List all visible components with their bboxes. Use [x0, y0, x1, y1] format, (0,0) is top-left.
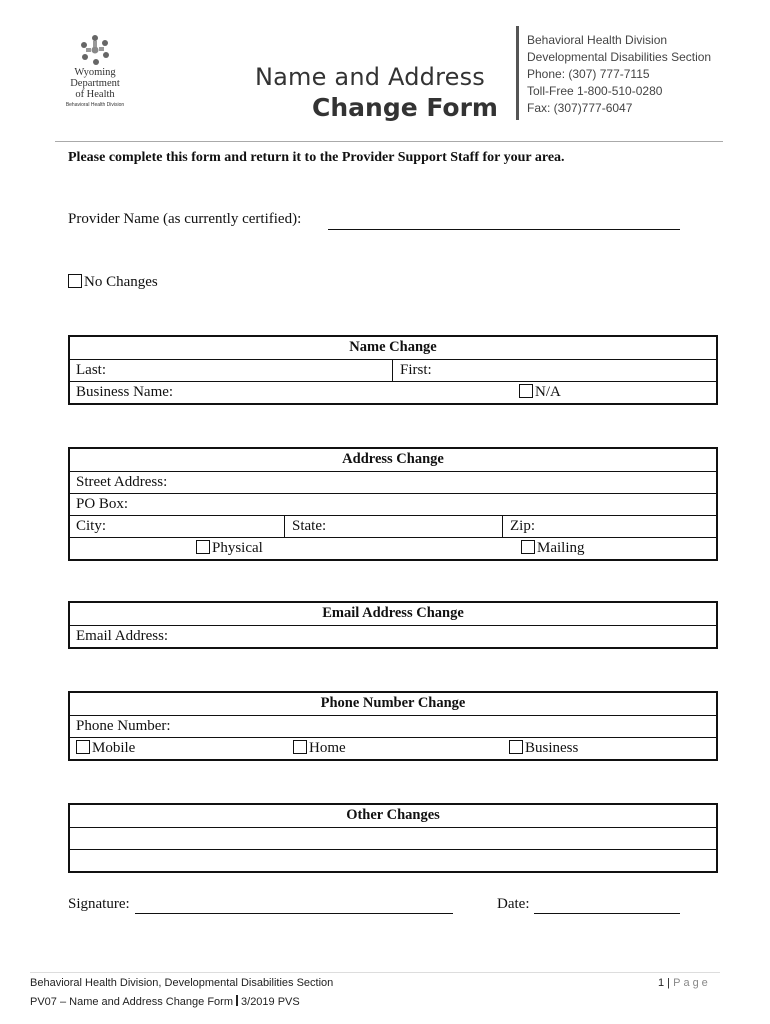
email-change-heading: Email Address Change: [322, 605, 464, 621]
header-rule: [55, 141, 723, 142]
business-row: [70, 381, 716, 403]
date-label: Date:: [497, 896, 530, 912]
mailing-label: Mailing: [537, 540, 585, 556]
city-field[interactable]: [70, 516, 106, 537]
phone-type-row: [70, 737, 716, 759]
logo-line-1: Wyoming: [74, 67, 116, 78]
physical-checkbox[interactable]: [196, 540, 210, 554]
contact-block: [527, 32, 711, 117]
address-change-heading: Address Change: [342, 451, 444, 467]
other-changes-table: [68, 803, 718, 873]
cell-divider: [392, 360, 393, 381]
business-name-field[interactable]: [70, 382, 173, 403]
contact-phone: Phone: (307) 777-7115: [527, 67, 650, 81]
mobile-label: Mobile: [92, 740, 136, 756]
email-address-field[interactable]: [70, 626, 168, 647]
po-box-label: PO Box:: [76, 496, 129, 512]
other-changes-heading: Other Changes: [346, 807, 440, 823]
last-name-field[interactable]: [70, 360, 392, 381]
physical-option: [190, 538, 263, 559]
street-address-label: Street Address:: [76, 474, 168, 490]
address-change-table: [68, 447, 718, 561]
zip-field[interactable]: [504, 516, 535, 537]
logo-subtitle: Behavioral Health Division: [65, 102, 125, 108]
business-na-label: N/A: [535, 384, 561, 400]
no-changes-label: No Changes: [84, 274, 158, 290]
first-name-field[interactable]: [394, 360, 432, 381]
phone-change-table: [68, 691, 718, 761]
business-phone-checkbox[interactable]: [509, 740, 523, 754]
home-label: Home: [309, 740, 346, 756]
name-change-heading: Name Change: [349, 339, 437, 355]
wdh-emblem-icon: [77, 33, 113, 67]
contact-tollfree: Toll-Free 1-800-510-0280: [527, 84, 663, 98]
footer-line-1: Behavioral Health Division, Developmental Disabilities Section: [30, 977, 334, 989]
home-checkbox[interactable]: [293, 740, 307, 754]
email-row: [70, 625, 716, 647]
mobile-option: [70, 738, 135, 759]
city-state-zip-row: [70, 515, 716, 537]
phone-row: [70, 715, 716, 737]
provider-name-label: Provider Name (as currently certified):: [68, 211, 302, 227]
footer-line-2: [30, 995, 300, 1008]
street-row: [70, 471, 716, 493]
contact-fax: Fax: (307)777-6047: [527, 101, 633, 115]
email-address-label: Email Address:: [76, 628, 169, 644]
business-phone-option: [503, 738, 578, 759]
state-label: State:: [292, 518, 327, 534]
form-title-line2: Change Form: [312, 93, 498, 122]
business-phone-label: Business: [525, 740, 579, 756]
phone-change-heading: Phone Number Change: [320, 695, 466, 711]
no-changes-option: [68, 274, 158, 291]
footer-separator: [236, 995, 238, 1006]
provider-name-field[interactable]: [328, 229, 680, 230]
cell-divider: [284, 516, 285, 537]
form-title-line1: Name and Address: [255, 63, 485, 91]
signature-label: Signature:: [68, 896, 130, 912]
intro-text: Please complete this form and return it to the Provider Support Staff for your area.: [68, 150, 565, 165]
footer-revision: 3/2019 PVS: [241, 996, 300, 1008]
email-change-table: [68, 601, 718, 649]
other-changes-row-2[interactable]: [70, 849, 716, 871]
business-name-label: Business Name:: [76, 384, 174, 400]
phone-number-field[interactable]: [70, 716, 171, 737]
logo-line-3: of Health: [75, 89, 115, 100]
last-name-label: Last:: [76, 362, 106, 378]
page-label: Page: [673, 977, 711, 989]
first-name-label: First:: [400, 362, 432, 378]
footer-rule: [30, 972, 720, 973]
mailing-option: [515, 538, 585, 559]
wdh-logo: [60, 33, 130, 108]
city-label: City:: [76, 518, 107, 534]
street-address-field[interactable]: [70, 472, 167, 493]
po-box-field[interactable]: [70, 494, 128, 515]
phone-number-label: Phone Number:: [76, 718, 171, 734]
header-divider: [516, 26, 519, 120]
business-na-checkbox[interactable]: [519, 384, 533, 398]
address-type-row: [70, 537, 716, 559]
po-box-row: [70, 493, 716, 515]
date-field[interactable]: [534, 913, 680, 914]
state-field[interactable]: [286, 516, 326, 537]
name-row: [70, 359, 716, 381]
logo-line-2: Department: [70, 78, 120, 89]
business-na-option: [513, 382, 561, 403]
name-change-table: [68, 335, 718, 405]
page-number-value: 1: [658, 977, 665, 989]
signature-field[interactable]: [135, 913, 453, 914]
other-changes-row-1[interactable]: [70, 827, 716, 849]
contact-section: Developmental Disabilities Section: [527, 50, 712, 64]
mobile-checkbox[interactable]: [76, 740, 90, 754]
mailing-checkbox[interactable]: [521, 540, 535, 554]
zip-label: Zip:: [510, 518, 535, 534]
contact-division: Behavioral Health Division: [527, 33, 668, 47]
footer-form-id: PV07 – Name and Address Change Form: [30, 996, 234, 1008]
no-changes-checkbox[interactable]: [68, 274, 82, 288]
physical-label: Physical: [212, 540, 263, 556]
home-option: [287, 738, 346, 759]
page-number: 1 | Page: [658, 977, 711, 989]
cell-divider: [502, 516, 503, 537]
